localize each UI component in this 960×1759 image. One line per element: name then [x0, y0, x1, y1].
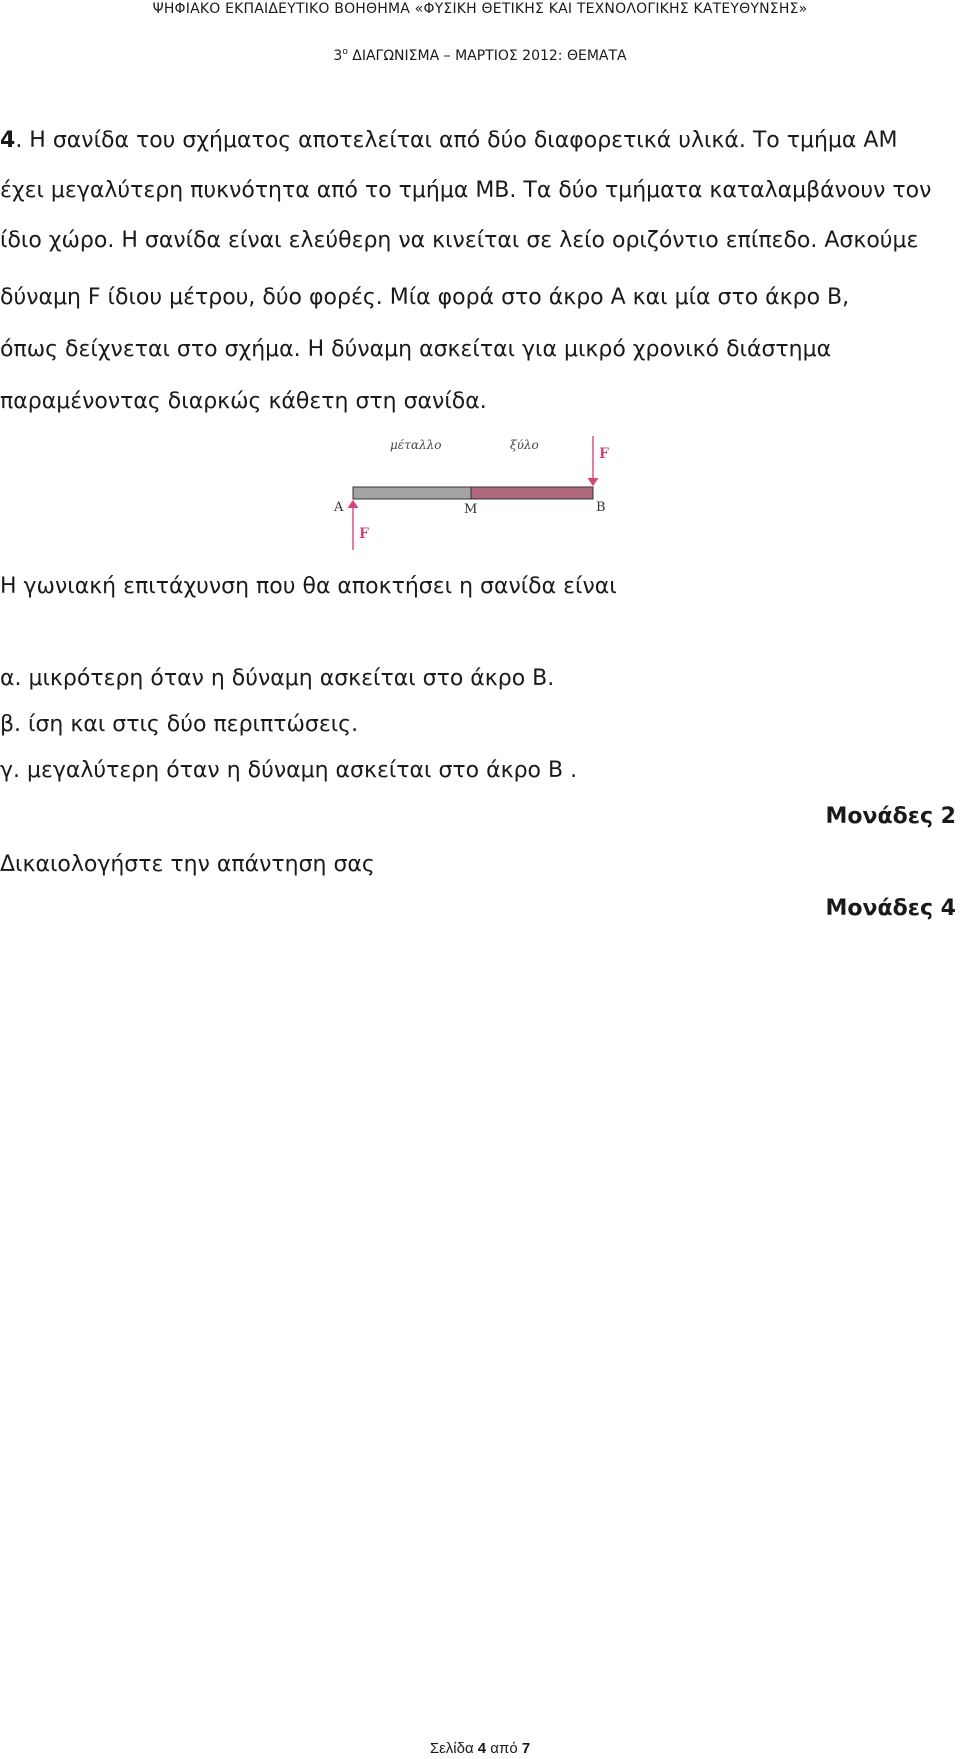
- label-point-a: Α: [334, 500, 344, 515]
- option-b: β. ίση και στις δύο περιπτώσεις.: [0, 712, 359, 737]
- question-line-1: [0, 126, 960, 156]
- footer-total: 7: [521, 1740, 531, 1757]
- exam-subtitle-text: ΔΙΑΓΩΝΙΣΜΑ – ΜΑΡΤΙΟΣ 2012: ΘΕΜΑΤΑ: [347, 48, 627, 64]
- label-force-a: F: [359, 526, 369, 542]
- label-metal: μέταλλο: [390, 438, 442, 452]
- footer-prefix: Σελίδα: [429, 1740, 478, 1757]
- label-point-m: Μ: [464, 502, 478, 517]
- footer-middle: από: [486, 1740, 522, 1757]
- points-label-2: Μονάδες 4: [825, 896, 956, 921]
- option-c: γ. μεγαλύτερη όταν η δύναμη ασκείται στο άκρο Β .: [0, 758, 578, 783]
- label-point-b: Β: [596, 500, 606, 515]
- exam-number-suffix: ο: [342, 47, 348, 57]
- exam-subtitle: [0, 43, 960, 65]
- question-line-4: δύναμη F ίδιου μέτρου, δύο φορές. Μία φορά στο άκρο Α και μία στο άκρο Β,: [0, 285, 850, 310]
- question-line-2: έχει μεγαλύτερη πυκνότητα από το τμήμα ΜΒ. Τα δύο τμήματα καταλαμβάνουν τον: [0, 178, 932, 203]
- option-a: α. μικρότερη όταν η δύναμη ασκείται στο άκρο Β.: [0, 666, 555, 691]
- question-line-6: παραμένοντας διαρκώς κάθετη στη σανίδα.: [0, 389, 487, 414]
- exam-number: 3: [333, 48, 343, 64]
- footer-page: 4: [477, 1740, 487, 1757]
- metal-segment: [353, 487, 471, 499]
- question-text-1: . Η σανίδα του σχήματος αποτελείται από δύο διαφορετικά υλικά. Το τμήμα ΑΜ: [15, 128, 898, 153]
- question-line-5: όπως δείχνεται στο σχήμα. Η δύναμη ασκείται για μικρό χρονικό διάστημα: [0, 337, 832, 362]
- label-force-b: F: [599, 446, 609, 462]
- points-label-1: Μονάδες 2: [825, 804, 956, 829]
- document-header: ΨΗΦΙΑΚΟ ΕΚΠΑΙΔΕΥΤΙΚΟ ΒΟΗΘΗΜΑ «ΦΥΣΙΚΗ ΘΕΤΙΚΗΣ ΚΑΙ ΤΕΧΝΟΛΟΓΙΚΗΣ ΚΑΤΕΥΘΥΝΣΗΣ»: [152, 1, 808, 17]
- question-line-3: ίδιο χώρο. Η σανίδα είναι ελεύθερη να κινείται σε λείο οριζόντιο επίπεδο. Ασκούμε: [0, 228, 919, 253]
- question-prompt: Η γωνιακή επιτάχυνση που θα αποκτήσει η σανίδα είναι: [0, 574, 617, 599]
- justify-instruction: Δικαιολογήστε την απάντηση σας: [0, 852, 375, 877]
- page-footer: [0, 1740, 960, 1758]
- question-number: 4: [0, 128, 16, 153]
- board-figure: [330, 432, 620, 554]
- label-wood: ξύλο: [510, 438, 539, 452]
- wood-segment: [471, 487, 593, 499]
